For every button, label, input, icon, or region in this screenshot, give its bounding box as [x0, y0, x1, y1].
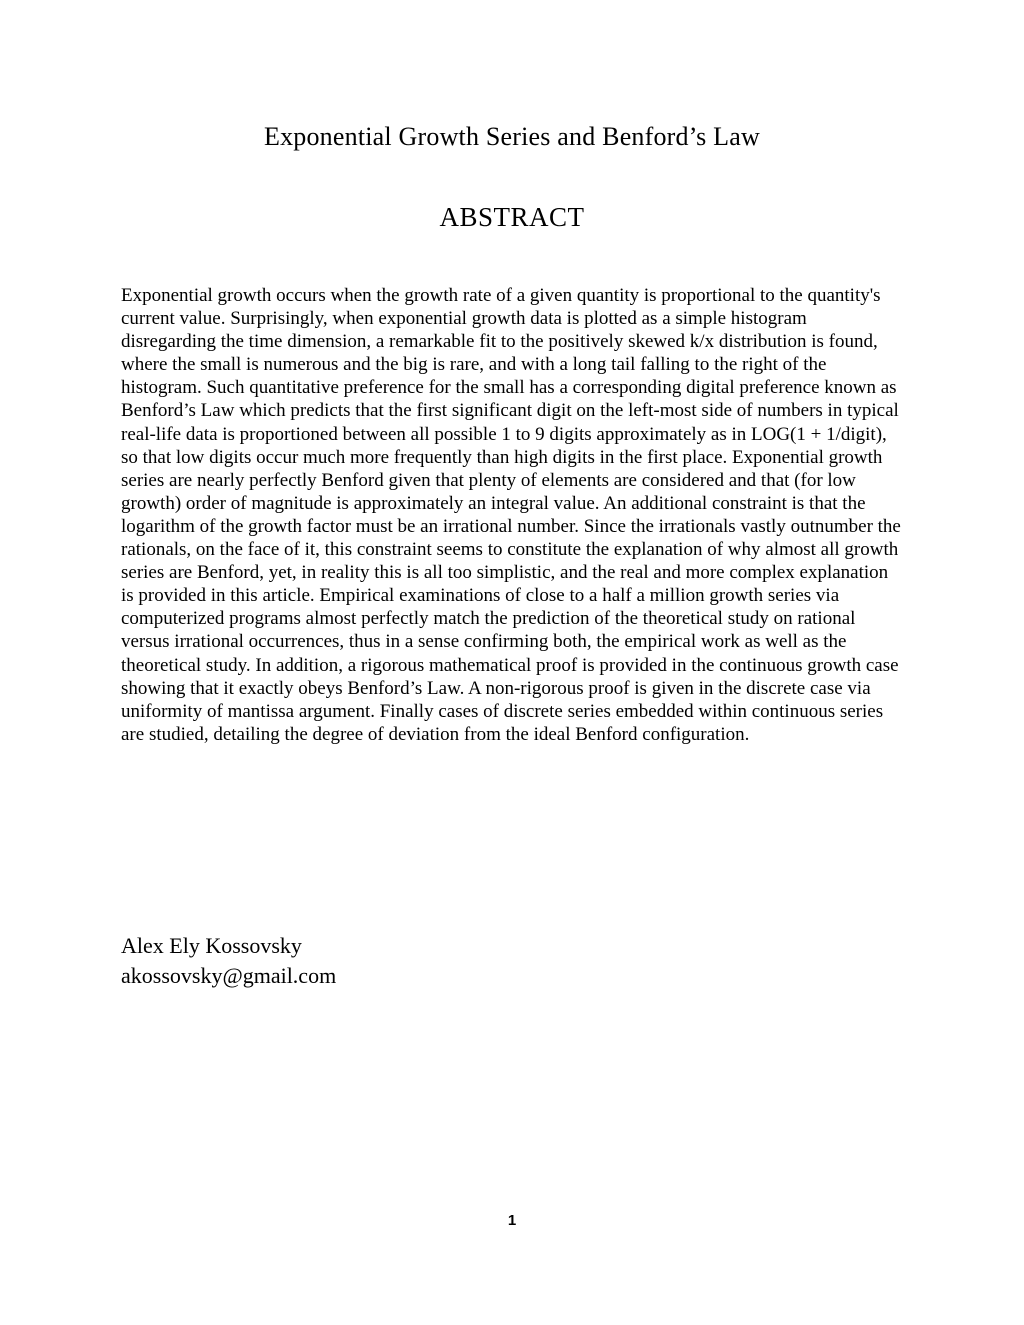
author-email: akossovsky@gmail.com — [121, 963, 337, 988]
author-name: Alex Ely Kossovsky — [121, 933, 302, 958]
author-block — [121, 931, 336, 991]
abstract-text: Exponential growth occurs when the growth rate of a given quantity is proportional to the quantity's current value. Surprisingly, when exponential growth data is plotted as a simple histogram disregarding the time dimension, a remarkable fit to the positively skewed k/x distribution is found, where the small is numerous and the big is rare, and with a long tail falling to the right of the histogram. Such quantitative preference for the small has a corresponding digital preference known as Benford’s Law which predicts that the first significant digit on the left-most side of numbers in typical real-life data is proportioned between all possible 1 to 9 digits approximately as in LOG(1 + 1/digit), so that low digits occur much more frequently than high digits in the first place. Exponential growth series are nearly perfectly Benford given that plenty of elements are considered and that (for low growth) order of magnitude is approximately an integral value. An additional constraint is that the logarithm of the growth factor must be an irrational number. Since the irrationals vastly outnumber the rationals, on the face of it, this constraint seems to constitute the explanation of why almost all growth series are Benford, yet, in reality this is all too simplistic, and the real and more complex explanation is provided in this article. Empirical examinations of close to a half a million growth series via computerized programs almost perfectly match the prediction of the theoretical study on rational versus irrational occurrences, thus in a sense confirming both, the empirical work as well as the theoretical study. In addition, a rigorous mathematical proof is provided in the continuous growth case showing that it exactly obeys Benford’s Law. A non-rigorous proof is given in the discrete case via uniformity of mantissa argument. Finally cases of discrete series embedded within continuous series are studied, detailing the degree of deviation from the ideal Benford configuration. — [121, 285, 901, 745]
paper-title: Exponential Growth Series and Benford’s Law — [264, 122, 760, 151]
abstract-heading: ABSTRACT — [439, 202, 585, 232]
page-number: 1 — [507, 1212, 517, 1229]
